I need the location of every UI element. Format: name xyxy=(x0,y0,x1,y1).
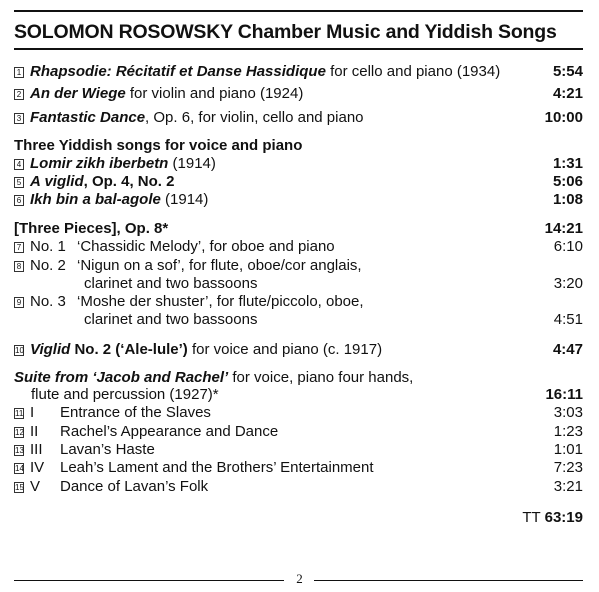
track-number: 4 xyxy=(14,159,24,170)
track-row xyxy=(14,108,583,127)
total-time-prefix: TT xyxy=(522,509,545,526)
track-description: Rachel’s Appearance and Dance xyxy=(60,423,279,440)
track-description: (1914) xyxy=(168,155,216,172)
section-description: for voice, piano four hands, xyxy=(228,369,414,386)
track-description: for cello and piano (1934) xyxy=(325,63,501,80)
track-number: 10 xyxy=(15,346,24,355)
section-total: 14:21 xyxy=(544,220,583,237)
section-heading: [Three Pieces], Op. 8* xyxy=(14,220,169,237)
movement-label: II xyxy=(30,423,39,440)
movement-label: V xyxy=(30,478,41,495)
track-title: Ikh bin a bal-agole xyxy=(30,191,161,208)
track-description: Leah’s Lament and the Brothers’ Entertainment xyxy=(60,459,374,476)
track-title: An der Wiege xyxy=(30,85,126,102)
movement-label: No. 1 xyxy=(30,238,66,255)
track-duration: 5:54 xyxy=(552,63,583,80)
page-title: SOLOMON ROSOWSKY Chamber Music and Yiddish Songs xyxy=(14,21,557,43)
track-description: ‘Moshe der shuster’, for flute/piccolo, oboe, xyxy=(77,293,364,310)
top-rule xyxy=(14,10,583,12)
track-description: ‘Nigun on a sof’, for flute, oboe/cor anglais, xyxy=(77,257,362,274)
track-number: 5 xyxy=(14,177,24,188)
track-number: 1 xyxy=(14,67,24,78)
track-description: (1914) xyxy=(160,191,209,208)
track-duration: 3:03 xyxy=(553,404,583,421)
track-duration: 1:23 xyxy=(553,423,583,440)
track-row xyxy=(14,172,583,191)
section-heading-row xyxy=(14,219,583,238)
track-duration: 10:00 xyxy=(544,109,583,126)
track-title: Rhapsodie: Récitatif et Danse Hassidique xyxy=(30,63,326,80)
track-continuation xyxy=(84,310,583,329)
track-row xyxy=(14,237,583,256)
track-row xyxy=(14,340,583,359)
track-number: 13 xyxy=(15,446,24,455)
movement-label: No. 2 xyxy=(30,257,66,274)
section-heading: Suite from ‘Jacob and Rachel’ xyxy=(14,369,229,386)
track-duration: 6:10 xyxy=(553,238,583,255)
total-time-value: 63:19 xyxy=(544,509,583,526)
track-row xyxy=(14,422,583,441)
track-number: 7 xyxy=(14,242,24,253)
track-number: 2 xyxy=(14,89,24,100)
track-duration: 1:01 xyxy=(553,441,583,458)
track-description: for violin and piano (1924) xyxy=(125,85,304,102)
track-description: Dance of Lavan’s Folk xyxy=(60,478,209,495)
track-duration: 1:31 xyxy=(552,155,583,172)
track-number: 6 xyxy=(14,195,24,206)
track-duration: 4:47 xyxy=(552,341,583,358)
track-number: 3 xyxy=(14,113,24,124)
track-row xyxy=(14,477,583,496)
total-time xyxy=(522,509,583,526)
track-duration: 1:08 xyxy=(552,191,583,208)
track-duration: 3:21 xyxy=(553,478,583,495)
track-continuation xyxy=(84,274,583,293)
track-title: A viglid xyxy=(30,173,84,190)
movement-label: I xyxy=(30,404,35,421)
page-number: 2 xyxy=(296,571,303,586)
track-row xyxy=(14,440,583,459)
track-description: Entrance of the Slaves xyxy=(60,404,211,421)
track-number: 9 xyxy=(14,297,24,308)
track-duration: 7:23 xyxy=(553,459,583,476)
track-row xyxy=(14,403,583,422)
track-duration: 3:20 xyxy=(553,275,583,292)
movement-label: No. 3 xyxy=(30,293,66,310)
movement-label: III xyxy=(30,441,43,458)
track-duration: 4:51 xyxy=(553,311,583,328)
track-row xyxy=(14,84,583,103)
section-heading-continuation xyxy=(31,385,583,404)
movement-label: IV xyxy=(30,459,45,476)
track-row xyxy=(14,458,583,477)
track-number: 14 xyxy=(15,464,24,473)
track-description: clarinet and two bassoons xyxy=(84,311,258,328)
track-title: Lomir zikh iberbetn xyxy=(30,155,169,172)
track-description: Lavan’s Haste xyxy=(60,441,155,458)
track-number: 11 xyxy=(15,409,24,418)
track-title-suffix: No. 2 (‘Ale-lule’) xyxy=(70,341,188,358)
track-number: 15 xyxy=(15,483,24,492)
track-description: , Op. 6, for violin, cello and piano xyxy=(145,109,364,126)
track-description: ‘Chassidic Melody’, for oboe and piano xyxy=(77,238,335,255)
track-duration: 5:06 xyxy=(552,173,583,190)
track-number: 12 xyxy=(15,428,24,437)
track-title: Fantastic Dance xyxy=(30,109,146,126)
track-description: clarinet and two bassoons xyxy=(84,275,258,292)
section-heading: Three Yiddish songs for voice and piano xyxy=(14,137,303,154)
title-rule xyxy=(14,48,583,50)
track-description: , Op. 4, No. 2 xyxy=(83,173,175,190)
track-row xyxy=(14,292,583,311)
track-description: for voice and piano (c. 1917) xyxy=(187,341,383,358)
section-total: 16:11 xyxy=(545,386,583,403)
track-duration: 4:21 xyxy=(552,85,583,102)
track-row xyxy=(14,190,583,209)
track-row xyxy=(14,62,583,81)
track-number: 8 xyxy=(14,261,24,272)
track-row xyxy=(14,256,583,275)
section-description: flute and percussion (1927)* xyxy=(31,386,219,403)
track-title: Viglid xyxy=(30,341,71,358)
track-row xyxy=(14,154,583,173)
